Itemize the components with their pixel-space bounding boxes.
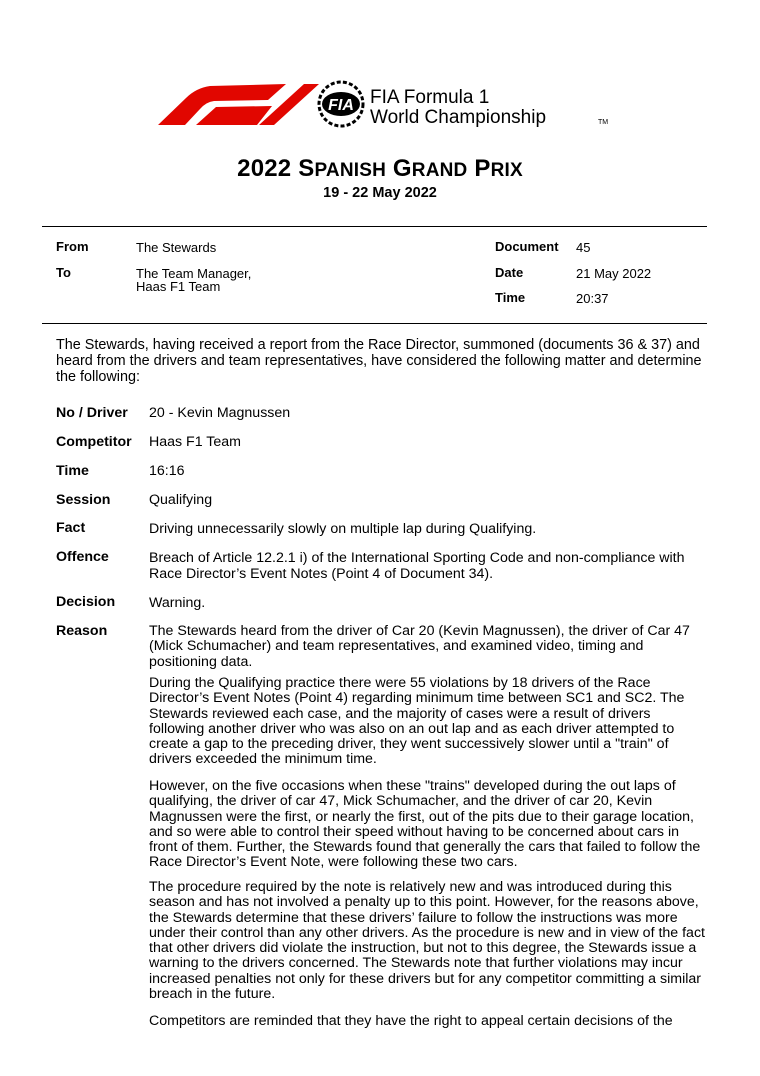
brand-line2: World Championship (370, 107, 547, 128)
fia-emblem-text: FIA (328, 97, 354, 114)
date-label: Date (495, 265, 524, 280)
reason-label: Reason (56, 623, 108, 639)
header-bottom-rule (42, 323, 707, 324)
document-value: 45 (576, 240, 591, 255)
f1-red-mark (158, 84, 319, 125)
reason-paragraph-4: The procedure required by the note is relatively new and was introduced during this season and has not involved a penalty up to this point. However, for the reasons above, the Stewards determine that these drivers’ failure to follow the instructions was more under their control than any other drivers. As the procedure is new and in view of the fact that other drivers did violate the instruction, but not to this degree, the Stewards issue a warning to the drivers concerned. The Stewards note that further violations may incur increased penalties not only for these drivers but for any competitor committing a similar breach in the future. (149, 879, 705, 1003)
header-top-rule (42, 226, 707, 227)
f1-logo-icon (158, 78, 618, 128)
from-label: From (56, 239, 89, 254)
event-dates: 19 - 22 May 2022 (323, 185, 437, 201)
intro-paragraph: The Stewards, having received a report from the Race Director, summoned (documents 36 & 37) and heard from the drivers and team representatives, have considered the following matter and determine the following: (56, 337, 702, 385)
reason-paragraph-5: Competitors are reminded that they have the right to appeal certain decisions of the (149, 1013, 673, 1029)
decision-label: Decision (56, 594, 116, 610)
title-word-spanish: SPANISH (298, 155, 387, 182)
from-value: The Stewards (136, 240, 217, 255)
fact-label: Fact (56, 520, 86, 536)
time-label: Time (495, 290, 526, 305)
trademark: TM (598, 119, 609, 126)
session-label: Session (56, 492, 111, 508)
competitor-label: Competitor (56, 434, 132, 450)
driver-label: No / Driver (56, 405, 128, 421)
fia-emblem (319, 82, 363, 126)
offence-label: Offence (56, 549, 109, 565)
reason-paragraph-1: The Stewards heard from the driver of Car 20 (Kevin Magnussen), the driver of Car 47 (Mick Schumacher) and team representatives, and examined video, timing and positioning data. (149, 623, 690, 670)
document-label: Document (495, 239, 559, 254)
fia-f1-logo (158, 78, 618, 128)
date-value: 21 May 2022 (576, 266, 652, 281)
reason-paragraph-3: However, on the five occasions when these "trains" developed during the out laps of qualifying, the driver of car 47, Mick Schumacher, and the driver of car 20, Kevin Magnussen were the first, or nearly the first, out of the pits due to their garage location, and so were able to control their speed without having to be concerned about cars in front of them. Further, the Stewards found that generally the cars that failed to follow the Race Director’s Event Note, were following these two cars. (149, 778, 701, 871)
title-year: 2022 (237, 155, 292, 182)
title-word-grand: GRAND (392, 155, 468, 182)
decision-value: Warning. (149, 595, 206, 611)
time-row-label: Time (56, 463, 89, 479)
to-value-line2: Haas F1 Team (136, 279, 221, 294)
driver-value: 20 - Kevin Magnussen (149, 405, 291, 421)
competitor-value: Haas F1 Team (149, 434, 241, 450)
session-value: Qualifying (149, 492, 213, 508)
brand-line1: FIA Formula 1 (370, 87, 490, 108)
time-value: 20:37 (576, 291, 609, 306)
time-row-value: 16:16 (149, 463, 185, 479)
page-title (0, 155, 760, 183)
reason-paragraph-2: During the Qualifying practice there were 55 violations by 18 drivers of the Race Director’s Event Notes (Point 4) regarding minimum time between SC1 and SC2. The Stewards reviewed each case, and the majority of cases were a result of drivers following another driver who was also on an out lap and as each driver attempted to create a gap to the preceding driver, they went successively slower until a "train" of drivers exceeded the minimum time. (149, 675, 685, 768)
to-label: To (56, 265, 71, 280)
to-value-line1: The Team Manager, (136, 266, 252, 281)
offence-value: Breach of Article 12.2.1 i) of the International Sporting Code and non-compliance with Race Director’s Event Notes (Point 4 of Document 34). (149, 550, 685, 582)
title-word-prix: PRIX (474, 155, 523, 182)
fact-value: Driving unnecessarily slowly on multiple lap during Qualifying. (149, 521, 537, 537)
